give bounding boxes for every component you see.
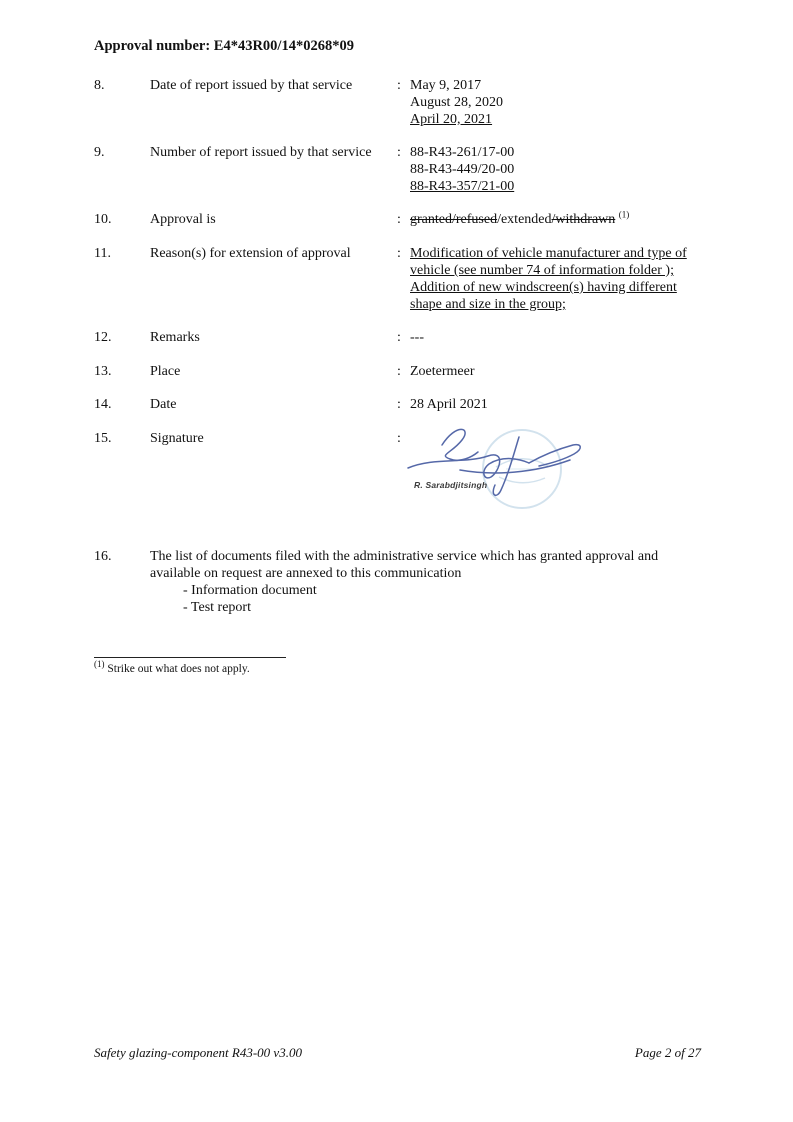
struck-option: granted/refused <box>410 212 498 227</box>
footnote-text: Strike out what does not apply. <box>104 663 250 675</box>
report-number-line: 88-R43-261/17-00 <box>410 145 515 160</box>
item-row-13 <box>94 363 706 380</box>
colon-separator: : <box>397 212 401 227</box>
item-value <box>410 77 706 128</box>
item-value: --- <box>410 330 424 345</box>
item-label: Signature <box>150 431 204 446</box>
item-label: Number of report issued by that service <box>150 145 372 160</box>
report-date-line: April 20, 2021 <box>410 112 493 127</box>
item-value <box>410 245 706 313</box>
item-value: Zoetermeer <box>410 364 475 379</box>
report-date-line: May 9, 2017 <box>410 78 482 93</box>
report-number-line: 88-R43-449/20-00 <box>410 162 515 177</box>
footnote <box>94 659 250 676</box>
annexed-document: - Test report <box>183 600 251 615</box>
item-label: Reason(s) for extension of approval <box>150 246 351 261</box>
footer-document-title: Safety glazing-component R43-00 v3.00 <box>94 1045 302 1060</box>
item-row-12 <box>94 329 706 346</box>
item-value: 28 April 2021 <box>410 397 488 412</box>
documents-statement-line: The list of documents filed with the administrative service which has granted approval and <box>150 549 659 564</box>
item-number: 10. <box>94 212 112 227</box>
item-row-9 <box>94 144 706 195</box>
reason-line: Modification of vehicle manufacturer and type of <box>410 246 687 261</box>
colon-separator: : <box>397 397 401 412</box>
item-row-8 <box>94 77 706 128</box>
colon-separator: : <box>397 431 401 446</box>
item-label: Date <box>150 397 177 412</box>
item-row-10 <box>94 211 706 228</box>
documents-statement-line: available on request are annexed to this communication <box>150 566 462 581</box>
colon-separator: : <box>397 78 401 93</box>
item-number: 9. <box>94 145 105 160</box>
item-number: 13. <box>94 364 112 379</box>
reason-line: vehicle (see number 74 of information folder ); <box>410 263 674 278</box>
item-number: 15. <box>94 431 112 446</box>
item-label: Date of report issued by that service <box>150 78 353 93</box>
item-value <box>410 211 706 228</box>
item-label: Place <box>150 364 181 379</box>
item-number: 8. <box>94 78 105 93</box>
footnote-rule <box>94 657 286 658</box>
item-number: 12. <box>94 330 112 345</box>
colon-separator: : <box>397 145 401 160</box>
annexed-document: - Information document <box>183 583 317 598</box>
signature-image <box>402 419 612 509</box>
item-text <box>150 548 694 616</box>
item-row-11 <box>94 245 706 313</box>
item-number: 11. <box>94 246 111 261</box>
footnote-marker: (1) <box>94 659 105 670</box>
signature-area <box>402 419 612 509</box>
reason-line: Addition of new windscreen(s) having different <box>410 280 677 295</box>
item-row-15 <box>94 430 706 447</box>
stamp-icon <box>483 430 561 508</box>
report-date-line: August 28, 2020 <box>410 95 503 110</box>
colon-separator: : <box>397 364 401 379</box>
struck-option: /withdrawn <box>551 212 616 227</box>
footer-page-number: Page 2 of 27 <box>634 1045 701 1060</box>
item-label: Approval is <box>150 212 216 227</box>
item-row-16 <box>94 548 694 616</box>
reason-line: shape and size in the group; <box>410 297 566 312</box>
colon-separator: : <box>397 246 401 261</box>
report-number-line: 88-R43-357/21-00 <box>410 179 515 194</box>
item-row-14 <box>94 396 706 413</box>
page-footer <box>94 1044 701 1061</box>
item-number: 14. <box>94 397 112 412</box>
item-label: Remarks <box>150 330 200 345</box>
item-number: 16. <box>94 549 112 564</box>
signatory-name: R. Sarabdjitsingh <box>414 480 488 490</box>
colon-separator: : <box>397 330 401 345</box>
approval-number-heading: Approval number: E4*43R00/14*0268*09 <box>94 38 354 54</box>
kept-option: /extended <box>497 212 552 227</box>
item-value <box>410 144 706 195</box>
footnote-reference: (1) <box>618 209 630 220</box>
